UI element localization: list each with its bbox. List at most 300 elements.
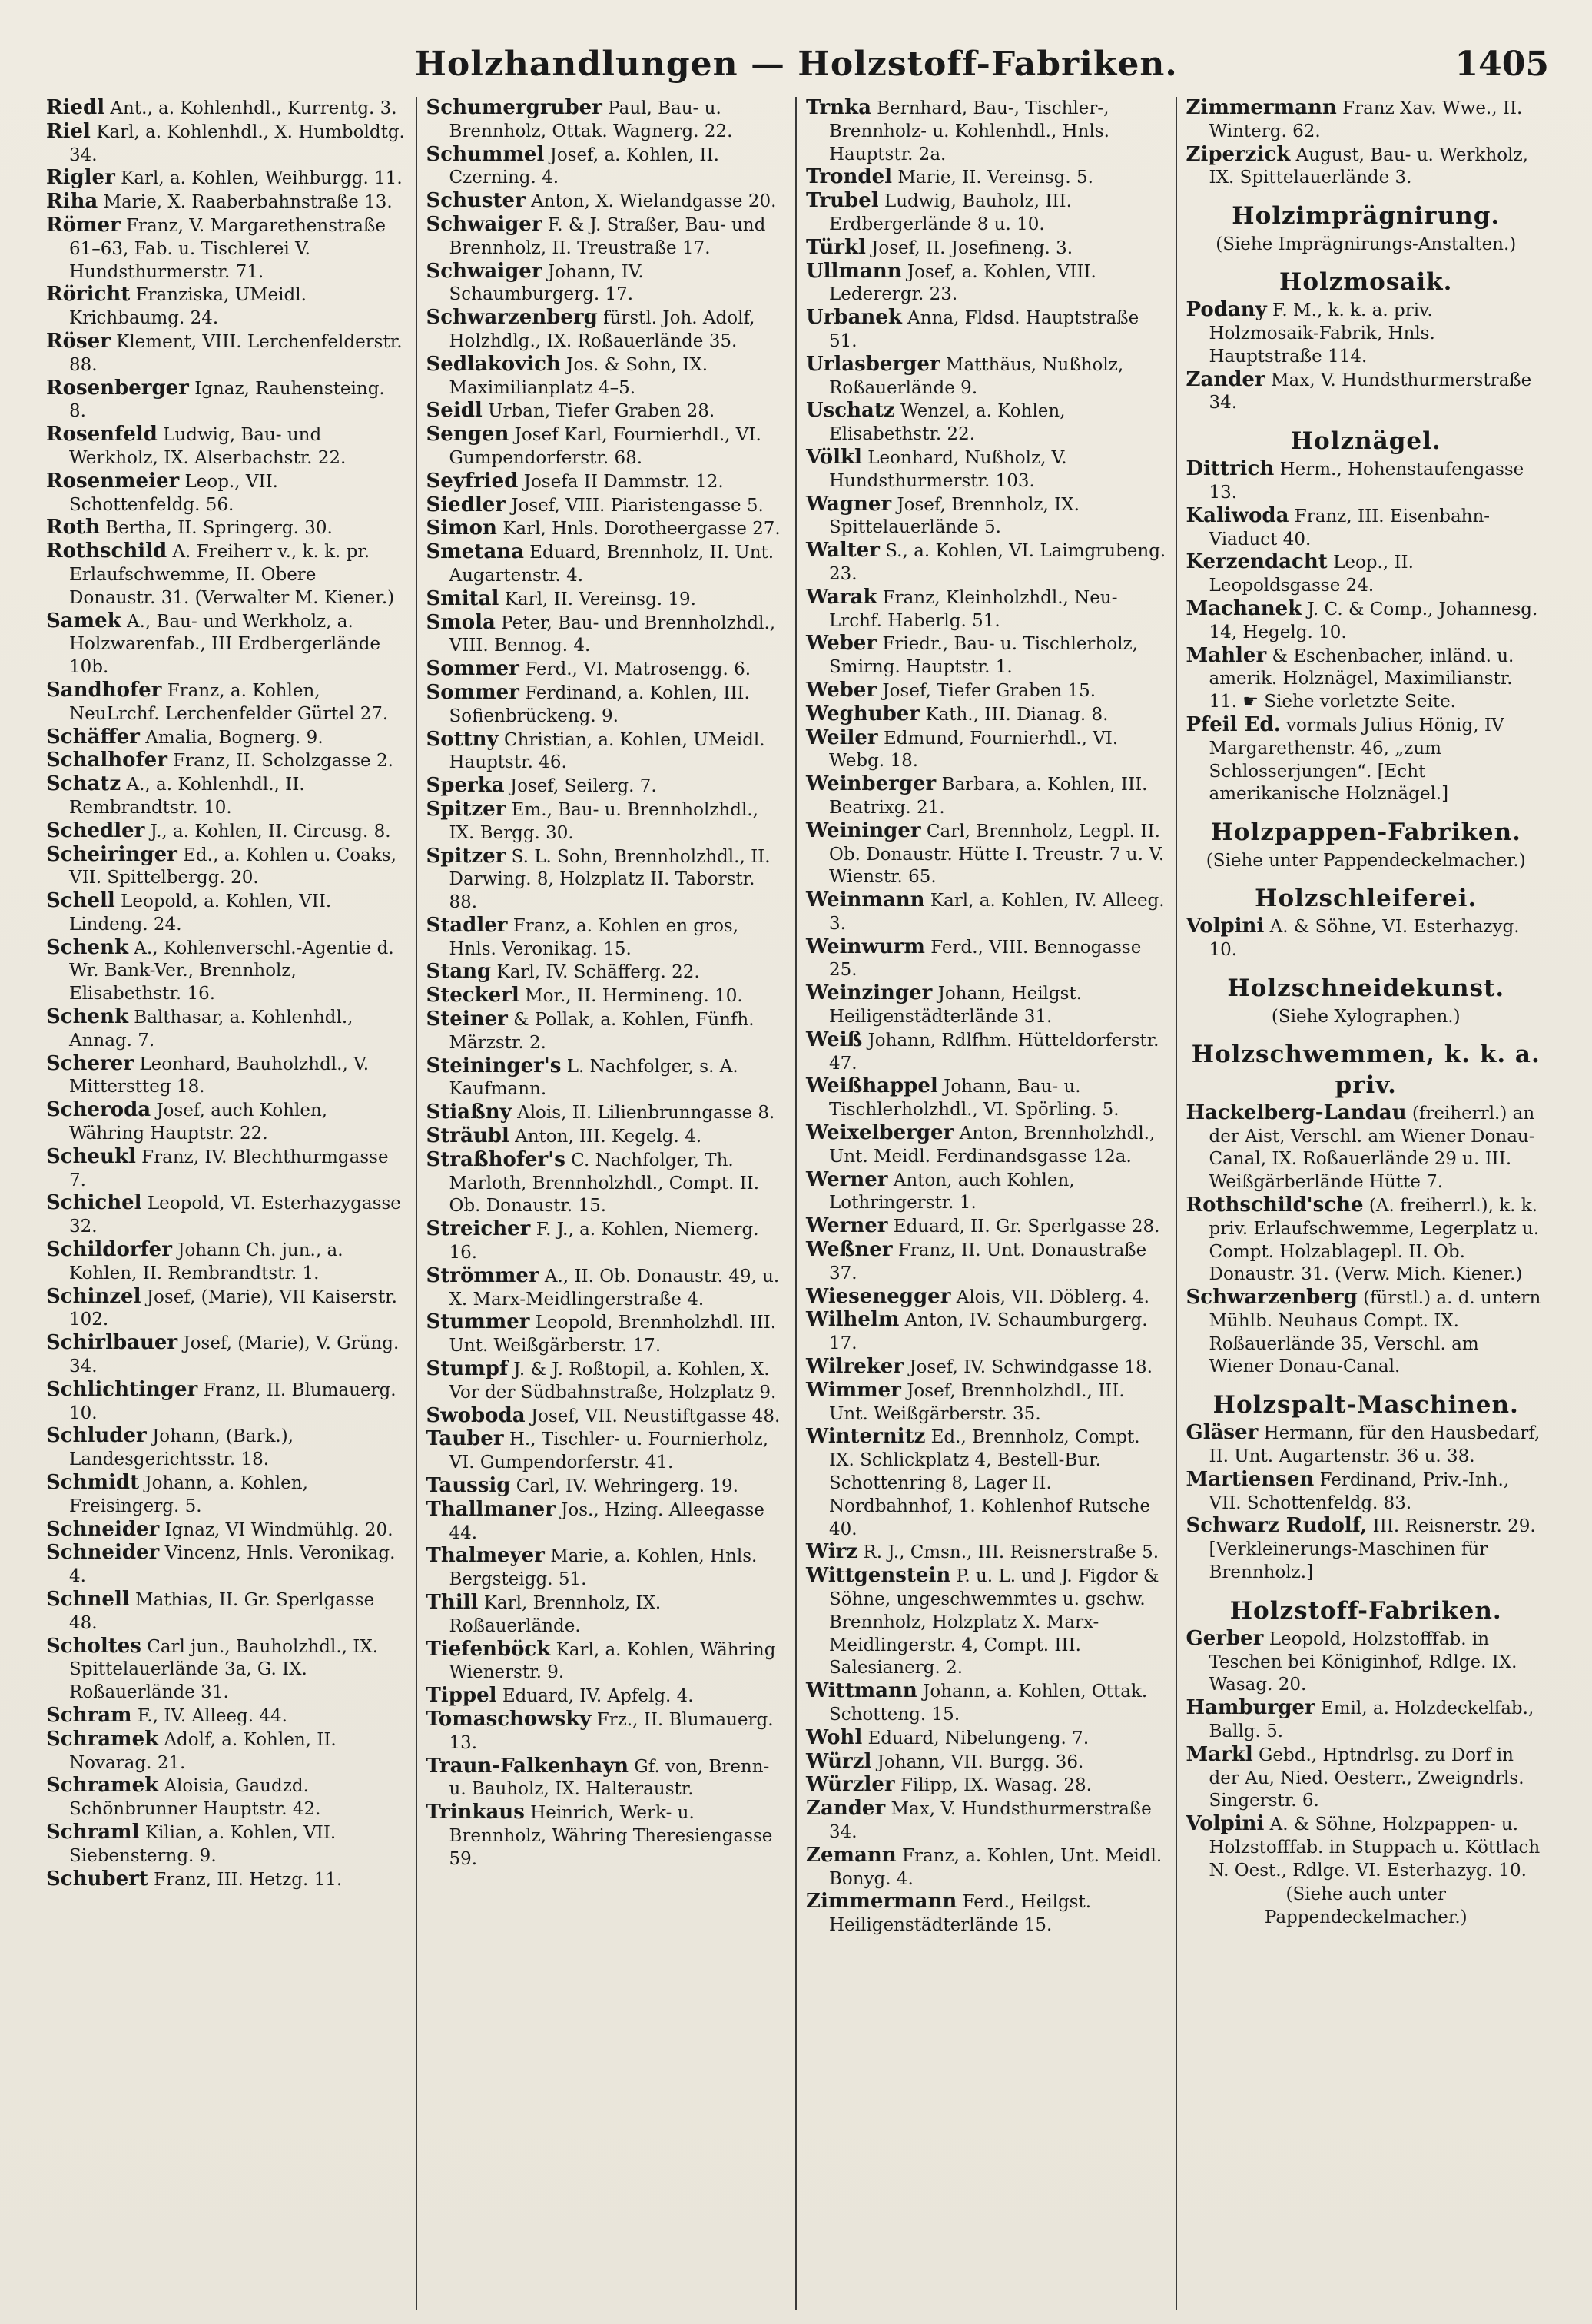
directory-entry (806, 632, 1166, 679)
entry-details: Franziska, UMeidl. Krichbaumg. 24. (69, 285, 307, 329)
entry-first-line (806, 1214, 888, 1238)
entry-details: Alois, VII. Döblerg. 4. (956, 1286, 1149, 1307)
column-3 (795, 97, 1176, 2310)
entry-first-line (426, 425, 509, 445)
directory-entry (46, 890, 406, 937)
entry-first-line (806, 1378, 901, 1402)
directory-entry (806, 679, 1166, 703)
entry-first-line (46, 542, 167, 562)
entry-details: August, Bau- u. Werkholz, IX. Spittelauerlände 3. (1209, 144, 1528, 188)
entry-first-line (806, 541, 880, 561)
entry-details: A., Kohlenverschl.-Agentie d. Wr. Bank-Ver., Brennholz, Elisabethstr. 16. (69, 938, 394, 1004)
entry-first-line (426, 308, 598, 328)
entry-details: Josef, Tiefer Graben 15. (882, 680, 1096, 701)
entry-details: Leopold, VI. Esterhazygasse 32. (69, 1194, 401, 1237)
entry-name: Weißhappel (806, 1074, 938, 1098)
directory-entry (806, 1426, 1166, 1541)
directory-entry (426, 1358, 787, 1405)
directory-entry (1186, 714, 1547, 806)
entry-name: Schneider (46, 1517, 160, 1541)
entry-details: Anton, III. Kegelg. 4. (515, 1127, 702, 1147)
entry-name: Schwarzenberg (426, 306, 598, 330)
directory-entry (46, 937, 406, 1006)
entry-first-line (426, 1476, 511, 1496)
entry-first-line (806, 1310, 899, 1330)
directory-entry (426, 541, 787, 588)
entry-details: Ferdinand, Priv.-Inh., VII. Schottenfeldg. 83. (1209, 1469, 1510, 1513)
directory-entry (426, 1801, 787, 1871)
directory-entry (1186, 645, 1547, 714)
entry-name: Weinzinger (806, 981, 933, 1005)
entry-name: Schinzel (46, 1284, 141, 1308)
entry-first-line (426, 1357, 509, 1381)
entry-name: Ziperzick (1186, 142, 1291, 166)
entry-details: Herm., Hohenstaufengasse 13. (1209, 460, 1524, 503)
entry-name: Hackelberg-Landau (1186, 1101, 1407, 1124)
entry-name: Scheroda (46, 1098, 151, 1122)
section-heading: Holzimprägnirung. (1232, 202, 1501, 231)
entry-name: Hamburger (1186, 1696, 1315, 1720)
section-heading: Holzschwemmen, k. k. a. priv. (1191, 1040, 1541, 1099)
entry-name: Tauber (426, 1427, 504, 1451)
entry-details: Karl, a. Kohlen, Weihburgg. 11. (121, 168, 403, 189)
entry-name: Stummer (426, 1310, 530, 1334)
entry-details: Kath., III. Dianag. 8. (925, 704, 1109, 725)
entry-name: Weininger (806, 818, 921, 842)
entry-name: Spitzer (426, 797, 506, 821)
entry-details: Franz, a. Kohlen en gros, Hnls. Veronikag. 15. (449, 915, 739, 959)
directory-entry (426, 190, 787, 214)
entry-first-line (46, 891, 115, 911)
directory-entry (1186, 369, 1547, 416)
entry-details: Leop., VII. Schottenfeldg. 56. (69, 471, 278, 515)
entry-first-line (46, 842, 177, 866)
directory-entry (46, 679, 406, 726)
directory-entry (806, 1215, 1166, 1239)
entry-first-line (806, 98, 871, 118)
columns-container (37, 97, 1555, 2310)
directory-entry (806, 1565, 1166, 1680)
entry-name: Machanek (1186, 596, 1302, 620)
entry-details: Leonhard, Nußholz, V. Hundsthurmerstr. 103. (829, 447, 1067, 491)
directory-entry (1186, 1697, 1547, 1744)
entry-first-line (806, 1775, 895, 1795)
entry-name: Traun-Falkenhayn (426, 1754, 629, 1778)
entry-name: Schatz (46, 772, 121, 796)
entry-details: Ignaz, VI Windmühlg. 20. (164, 1519, 393, 1540)
entry-first-line (806, 1240, 893, 1260)
directory-entry (1186, 551, 1547, 598)
entry-name: Sperka (426, 774, 505, 798)
entry-name: Siedler (426, 493, 506, 516)
directory-entry (806, 982, 1166, 1029)
section-heading: Holzstoff-Fabriken. (1229, 1596, 1502, 1625)
entry-first-line (806, 1028, 863, 1051)
entry-name: Trubel (806, 189, 879, 213)
directory-entry (426, 1405, 787, 1429)
entry-first-line (806, 1799, 885, 1819)
entry-details: Josef, Brennholz, IX. Spittelauerlände 5. (829, 494, 1080, 538)
entry-first-line (426, 191, 526, 211)
entry-details: Johann, (Bark.), Landesgerichtsstr. 18. (69, 1426, 294, 1470)
entry-first-line (806, 702, 920, 725)
entry-first-line (426, 1010, 508, 1030)
entry-name: Smola (426, 610, 496, 634)
directory-entry (46, 516, 406, 540)
entry-first-line (46, 1543, 159, 1563)
entry-name: Steckerl (426, 984, 519, 1008)
section-heading: Holzschneidekunst. (1227, 974, 1505, 1002)
directory-entry (1186, 1422, 1547, 1469)
entry-first-line (426, 1707, 592, 1731)
entry-name: Samek (46, 609, 121, 632)
entry-name: Sedlakovich (426, 352, 561, 376)
entry-first-line (806, 818, 921, 842)
entry-details: Leopold, a. Kohlen, VII. Lindeng. 24. (69, 891, 332, 935)
entry-name: Podany (1186, 298, 1267, 322)
entry-details: A., Bau- und Werkholz, a. Holzwarenfab., III Erdbergerlände 10b. (69, 611, 381, 678)
entry-name: Schwarzenberg (1186, 1286, 1358, 1310)
entry-name: Zimmermann (806, 1890, 957, 1914)
entry-name: Weixelberger (806, 1121, 954, 1145)
entry-details: F. M., k. k. a. priv. Holzmosaik-Fabrik, Hnls. Hauptstraße 114. (1209, 300, 1435, 367)
entry-first-line (426, 1263, 539, 1287)
entry-details: Johann, Bau- u. Tischlerholzhdl., VI. Spörling. 5. (829, 1077, 1119, 1120)
entry-first-line (426, 1637, 551, 1661)
entry-name: Swoboda (426, 1403, 526, 1427)
entry-name: Schwaiger (426, 259, 542, 283)
entry-details: Leopold, Brennholzhdl. III. Unt. Weißgärberstr. 17. (449, 1313, 777, 1356)
directory-entry (46, 284, 406, 330)
entry-first-line (46, 1426, 147, 1446)
entry-details: Vincenz, Hnls. Veronikag. 4. (69, 1543, 396, 1587)
entry-details: Peter, Bau- und Brennholzhdl., VIII. Bennog. 4. (449, 613, 776, 656)
entry-details: Filipp, IX. Wasag. 28. (900, 1775, 1092, 1796)
directory-entry (46, 1379, 406, 1426)
entry-details: F. & J. Straßer, Bau- und Brennholz, II. Treustraße 17. (449, 214, 766, 258)
entry-details: Carl jun., Bauholzhdl., IX. Spittelauerlände 3a, G. IX. Roßauerlände 31. (69, 1636, 379, 1703)
entry-first-line (46, 1284, 141, 1308)
directory-entry (46, 820, 406, 844)
cross-reference-note: (Siehe Imprägnirungs-Anstalten.) (1216, 234, 1517, 255)
entry-details: Karl, a. Kohlenhdl., X. Humboldtg. 34. (69, 121, 405, 165)
directory-entry (46, 1821, 406, 1868)
directory-entry (1186, 915, 1547, 962)
entry-first-line (806, 1284, 951, 1308)
entry-name: Völkl (806, 445, 862, 469)
directory-entry (1186, 1194, 1547, 1286)
entry-first-line (46, 1377, 198, 1401)
directory-entry (806, 1774, 1166, 1798)
entry-details: Franz, II. Blumauerg. 10. (69, 1379, 396, 1423)
directory-entry (806, 307, 1166, 354)
entry-first-line (46, 1051, 134, 1075)
entry-details: C. Nachfolger, Th. Marloth, Brennholzhdl., Compt. II. Ob. Donaustr. 15. (449, 1150, 760, 1217)
entry-first-line (806, 1427, 925, 1447)
directory-entry (1186, 1469, 1547, 1516)
entry-name: Markl (1186, 1742, 1253, 1766)
entry-first-line (806, 981, 933, 1005)
entry-first-line (1186, 643, 1267, 667)
entry-name: Seidl (426, 399, 483, 423)
entry-details: Barbara, a. Kohlen, III. Beatrixg. 21. (829, 775, 1148, 818)
entry-details: Christian, a. Kohlen, UMeidl. Hauptstr. 46. (449, 729, 765, 773)
entry-first-line (46, 425, 158, 445)
entry-details: Johann, Rdlfhm. Hütteldorferstr. 47. (829, 1030, 1159, 1074)
entry-name: Würzler (806, 1773, 895, 1797)
cross-reference-note: (Siehe unter Pappendeckelmacher.) (1206, 851, 1526, 872)
entry-details: L. Nachfolger, s. A. Kaufmann. (449, 1056, 738, 1100)
directory-entry (426, 1755, 787, 1802)
entry-first-line (426, 1310, 530, 1334)
entry-name: Trnka (806, 97, 871, 119)
directory-entry (806, 727, 1166, 774)
entry-name: Weiß (806, 1028, 863, 1051)
directory-entry (426, 1685, 787, 1708)
section-heading: Holzpappen-Fabriken. (1210, 818, 1521, 847)
directory-entry (1186, 1286, 1547, 1379)
entry-first-line (426, 540, 524, 564)
entry-first-line (46, 376, 189, 400)
entry-name: Pfeil Ed. (1186, 712, 1281, 736)
directory-entry (46, 1006, 406, 1053)
entry-first-line (806, 1167, 888, 1191)
directory-entry (426, 1008, 787, 1055)
entry-details: Ferd., VIII. Bennogasse 25. (829, 937, 1142, 981)
directory-entry (426, 915, 787, 961)
entry-first-line (1186, 1626, 1264, 1650)
entry-name: Weiler (806, 725, 878, 749)
entry-first-line (806, 1892, 957, 1912)
directory-entry (806, 1891, 1166, 1937)
entry-name: Sandhofer (46, 678, 162, 702)
entry-name: Kaliwoda (1186, 503, 1289, 527)
entry-first-line (806, 1542, 857, 1562)
entry-details: Amalia, Bognerg. 9. (145, 727, 323, 748)
entry-name: Wimmer (806, 1378, 901, 1402)
entry-first-line (426, 727, 499, 751)
entry-details: J., a. Kohlen, II. Circusg. 8. (150, 821, 391, 842)
entry-first-line (806, 352, 940, 376)
page-title: Holzhandlungen — Holzstoff-Fabriken. (414, 45, 1178, 84)
directory-entry (46, 540, 406, 609)
directory-entry (806, 1169, 1166, 1216)
entry-name: Steiner (426, 1008, 508, 1031)
directory-entry (46, 377, 406, 424)
directory-entry (806, 1309, 1166, 1356)
entry-details: A., a. Kohlenhdl., II. Rembrandtstr. 10. (69, 775, 305, 818)
entry-details: & Eschenbacher, inländ. u. amerik. Holznägel, Maximilianstr. 11. ☛ Siehe vorletzte Seite. (1209, 646, 1514, 712)
entry-first-line (806, 308, 902, 328)
entry-name: Simon (426, 516, 497, 540)
entry-first-line (46, 285, 130, 305)
directory-entry (806, 237, 1166, 261)
entry-first-line (46, 725, 140, 749)
entry-details: Aloisia, Gaudzd. Schönbrunner Hauptstr. 42. (69, 1776, 321, 1820)
entry-first-line (426, 1546, 545, 1566)
entry-name: Gerber (1186, 1626, 1264, 1650)
entry-details: Josef, Seilerg. 7. (509, 776, 657, 797)
entry-name: Scheukl (46, 1144, 136, 1168)
entry-first-line (46, 1820, 140, 1844)
entry-details: Anton, Brennholzhdl., Unt. Meidl. Ferdinandsgasse 12a. (829, 1124, 1156, 1167)
entry-name: Schramek (46, 1774, 159, 1798)
directory-entry (806, 1751, 1166, 1775)
entry-name: Weber (806, 632, 877, 656)
entry-details: Josef, (Marie), VII Kaiserstr. 102. (69, 1286, 397, 1330)
entry-name: Schenk (46, 1005, 128, 1029)
entry-name: Rosenfeld (46, 423, 158, 447)
entry-name: Schubert (46, 1867, 148, 1891)
directory-entry (1186, 458, 1547, 505)
directory-entry (46, 1099, 406, 1146)
entry-details: Josef, VIII. Piaristengasse 5. (511, 495, 764, 516)
entry-details: Eduard, II. Gr. Sperlgasse 28. (893, 1217, 1160, 1237)
column-2 (416, 97, 796, 2310)
entry-details: Franz, III. Eisenbahn-Viaduct 40. (1209, 506, 1491, 549)
directory-entry (806, 1727, 1166, 1751)
entry-name: Dittrich (1186, 457, 1275, 481)
entry-first-line (46, 1727, 159, 1751)
entry-details: Johann, a. Kohlen, Freisingerg. 5. (69, 1473, 308, 1516)
entry-first-line (426, 586, 499, 610)
entry-name: Kerzendacht (1186, 550, 1328, 574)
entry-first-line (806, 1725, 863, 1749)
entry-first-line (1186, 1814, 1265, 1834)
entry-name: Trondel (806, 165, 892, 189)
entry-first-line (1186, 457, 1275, 481)
entry-name: Wohl (806, 1725, 863, 1749)
entry-first-line (806, 235, 866, 259)
directory-entry (426, 494, 787, 518)
directory-entry (806, 703, 1166, 727)
entry-name: Scherer (46, 1051, 134, 1075)
entry-details: Urban, Tiefer Graben 28. (488, 401, 715, 422)
entry-first-line (46, 192, 98, 212)
directory-entry (46, 1472, 406, 1519)
entry-first-line (426, 1429, 504, 1449)
entry-name: Thalmeyer (426, 1544, 545, 1568)
entry-name: Wittmann (806, 1679, 917, 1703)
entry-name: Gläser (1186, 1421, 1259, 1445)
entry-name: Röser (46, 329, 111, 353)
entry-details: Hermann, für den Hausbedarf, II. Unt. Augartenstr. 36 u. 38. (1209, 1423, 1541, 1467)
entry-first-line (426, 259, 542, 283)
entry-first-line (1186, 98, 1337, 118)
entry-details: Anton, auch Kohlen, Lothringerstr. 1. (829, 1170, 1075, 1213)
entry-name: Smetana (426, 540, 524, 564)
directory-entry (1186, 1813, 1547, 1882)
entry-name: Zander (806, 1797, 886, 1821)
entry-name: Weinmann (806, 888, 925, 912)
entry-first-line (1186, 1288, 1358, 1308)
entry-first-line (426, 469, 519, 493)
entry-details: Anton, X. Wielandgasse 20. (531, 191, 777, 212)
entry-name: Strömmer (426, 1263, 539, 1287)
directory-entry (426, 97, 787, 144)
entry-first-line (426, 1054, 562, 1077)
entry-name: Straßhofer's (426, 1147, 565, 1171)
entry-name: Mahler (1186, 643, 1267, 667)
entry-first-line (426, 401, 483, 421)
directory-entry (426, 845, 787, 915)
entry-name: Trinkaus (426, 1801, 525, 1824)
entry-name: Schummel (426, 142, 545, 166)
entry-name: Schumergruber (426, 97, 602, 119)
entry-name: Römer (46, 213, 121, 237)
directory-entry (46, 749, 406, 773)
directory-entry (426, 1101, 787, 1125)
entry-details: (fürstl.) a. d. untern Mühlb. Neuhaus Compt. IX. Roßauerlände 35, Verschl. am Wiener Donau-Canal. (1209, 1288, 1541, 1377)
entry-details: Franz, V. Margarethenstraße 61–63, Fab. u. Tischlerei V. Hundsthurmerstr. 71. (69, 215, 386, 282)
entry-details: Franz Xav. Wwe., II. Winterg. 62. (1209, 98, 1523, 141)
entry-details: Heinrich, Werk- u. Brennholz, Währing Theresiengasse 59. (449, 1803, 773, 1869)
directory-entry (806, 1122, 1166, 1169)
entry-details: Bertha, II. Springerg. 30. (105, 518, 333, 539)
entry-details: Karl, a. Kohlen, Währing Wienerstr. 9. (449, 1639, 776, 1683)
entry-details: Josef, a. Kohlen, VIII. Lederergr. 23. (829, 261, 1096, 305)
directory-entry (806, 1029, 1166, 1076)
entry-first-line (426, 1124, 509, 1148)
entry-name: Weghuber (806, 702, 920, 725)
directory-entry (806, 447, 1166, 493)
directory-entry (46, 1705, 406, 1728)
directory-entry (46, 1868, 406, 1892)
entry-name: Röricht (46, 283, 131, 307)
entry-first-line (1186, 503, 1289, 527)
entry-details: Franz, Kleinholzhdl., Neu-Lrchf. Haberlg. 51. (829, 587, 1118, 631)
directory-entry (46, 214, 406, 284)
entry-first-line (426, 1217, 531, 1241)
entry-details: Ferd., VI. Matrosengg. 6. (525, 659, 751, 680)
directory-entry (426, 517, 787, 541)
entry-details: Anna, Fldsd. Hauptstraße 51. (829, 308, 1139, 351)
directory-entry (46, 1635, 406, 1705)
directory-entry (806, 493, 1166, 540)
directory-entry (806, 889, 1166, 936)
directory-entry (426, 1055, 787, 1102)
directory-entry (806, 586, 1166, 633)
entry-name: Schuster (426, 189, 526, 213)
entry-first-line (806, 1843, 897, 1867)
entry-name: Wagner (806, 492, 892, 516)
directory-entry (426, 775, 787, 798)
entry-details: Ant., a. Kohlenhdl., Kurrentg. 3. (110, 98, 397, 118)
entry-name: Werner (806, 1167, 888, 1191)
entry-details: Franz, III. Hetzg. 11. (154, 1869, 343, 1890)
entry-name: Schell (46, 889, 115, 913)
entry-name: Weinwurm (806, 935, 925, 958)
entry-first-line (426, 610, 496, 634)
entry-name: Schichel (46, 1191, 142, 1215)
entry-name: Schirlbauer (46, 1331, 178, 1355)
entry-first-line (806, 492, 892, 516)
entry-details: Alois, II. Lilienbrunngasse 8. (517, 1103, 775, 1124)
entry-details: Jos. & Sohn, IX. Maximilianplatz 4–5. (449, 354, 708, 398)
entry-first-line (46, 1191, 142, 1215)
entry-first-line (1186, 1423, 1259, 1443)
entry-first-line (806, 888, 925, 912)
directory-entry (1186, 299, 1547, 368)
entry-name: Seyfried (426, 469, 519, 493)
entry-first-line (806, 585, 877, 609)
directory-entry (46, 423, 406, 470)
directory-entry (1186, 598, 1547, 645)
entry-details: Johann Ch. jun., a. Kohlen, II. Rembrandtstr. 1. (69, 1240, 343, 1283)
entry-details: Johann, IV. Schaumburgerg. 17. (449, 261, 644, 305)
entry-details: F. J., a. Kohlen, Niemerg. 16. (449, 1220, 759, 1263)
entry-details: Mor., II. Hermineng. 10. (525, 986, 743, 1007)
